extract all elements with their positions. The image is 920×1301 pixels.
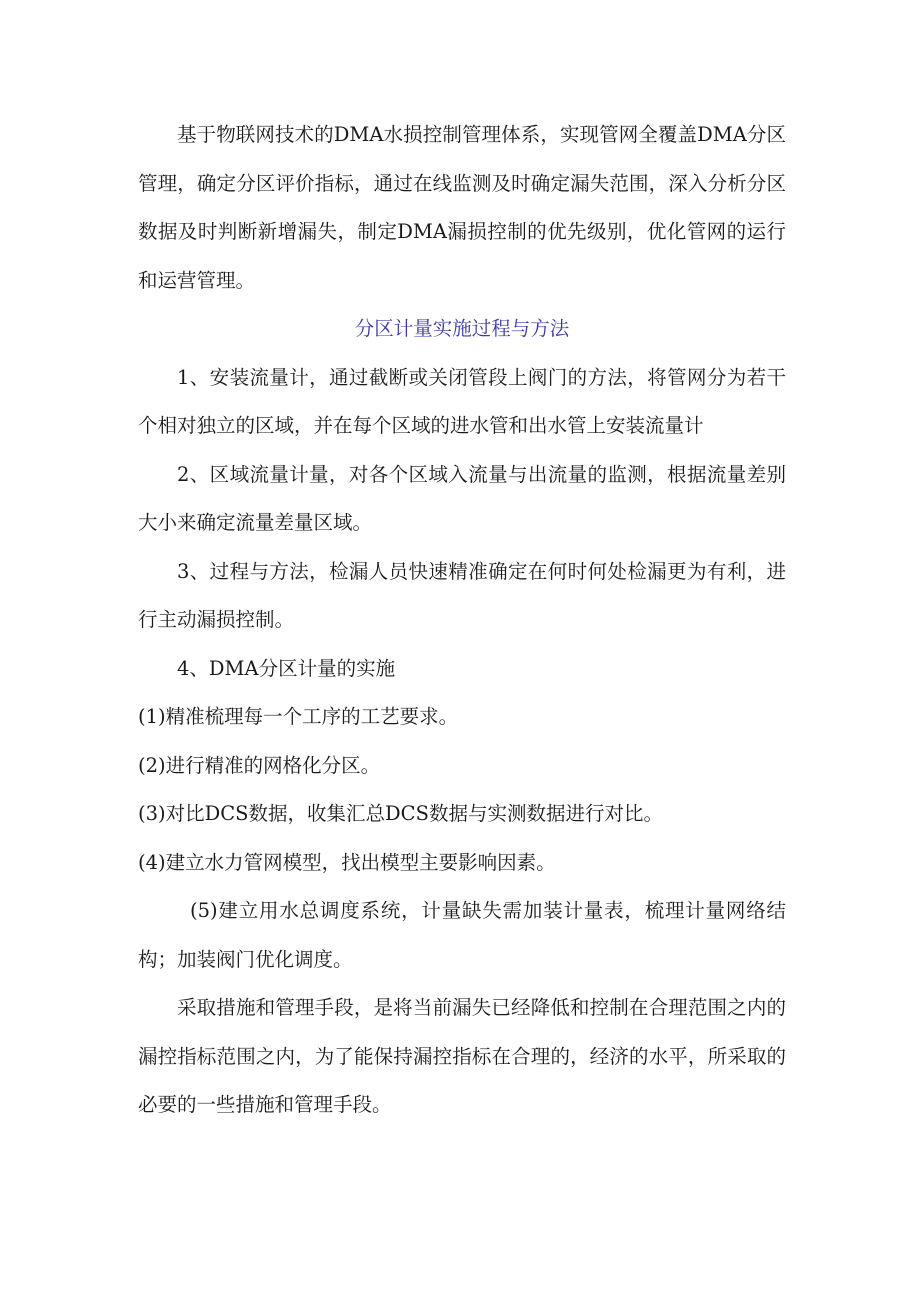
- sub-item-1: (1)精准梳理每一个工序的工艺要求。: [138, 705, 459, 728]
- step-2-paragraph: 2、区域流量计量，对各个区域入流量与出流量的监测，根据流量差别大小来确定流量差量区域。: [138, 462, 786, 534]
- sub-item-5: (5)建立用水总调度系统，计量缺失需加装计量表，梳理计量网络结构；加装阀门优化调度。: [138, 899, 786, 971]
- step-4-paragraph: 4、DMA分区计量的实施: [177, 656, 396, 680]
- step-1-paragraph: 1、安装流量计，通过截断或关闭管段上阀门的方法，将管网分为若干个相对独立的区域，并在每个区域的进水管和出水管上安装流量计: [138, 365, 786, 437]
- step-3-paragraph: 3、过程与方法，检漏人员快速精准确定在何时何处检漏更为有利，进行主动漏损控制。: [138, 559, 786, 631]
- sub-item-3: (3)对比DCS数据，收集汇总DCS数据与实测数据进行对比。: [138, 802, 663, 825]
- sub-item-4: (4)建立水力管网模型，找出模型主要影响因素。: [138, 850, 556, 874]
- sub-item-2: (2)进行精准的网格化分区。: [138, 753, 381, 777]
- intro-paragraph: 基于物联网技术的DMA水损控制管理体系，实现管网全覆盖DMA分区管理，确定分区评价指标，通过在线监测及时确定漏失范围，深入分析分区数据及时判断新增漏失，制定DMA漏损控制的优先级别，优化管网的运行和运营管理。: [138, 123, 786, 292]
- closing-paragraph: 采取措施和管理手段，是将当前漏失已经降低和控制在合理范围之内的漏控指标范围之内，为了能保持漏控指标在合理的，经济的水平，所采取的必要的一些措施和管理手段。: [138, 996, 786, 1116]
- document-body: [138, 111, 786, 1130]
- section-heading: 分区计量实施过程与方法: [354, 317, 570, 340]
